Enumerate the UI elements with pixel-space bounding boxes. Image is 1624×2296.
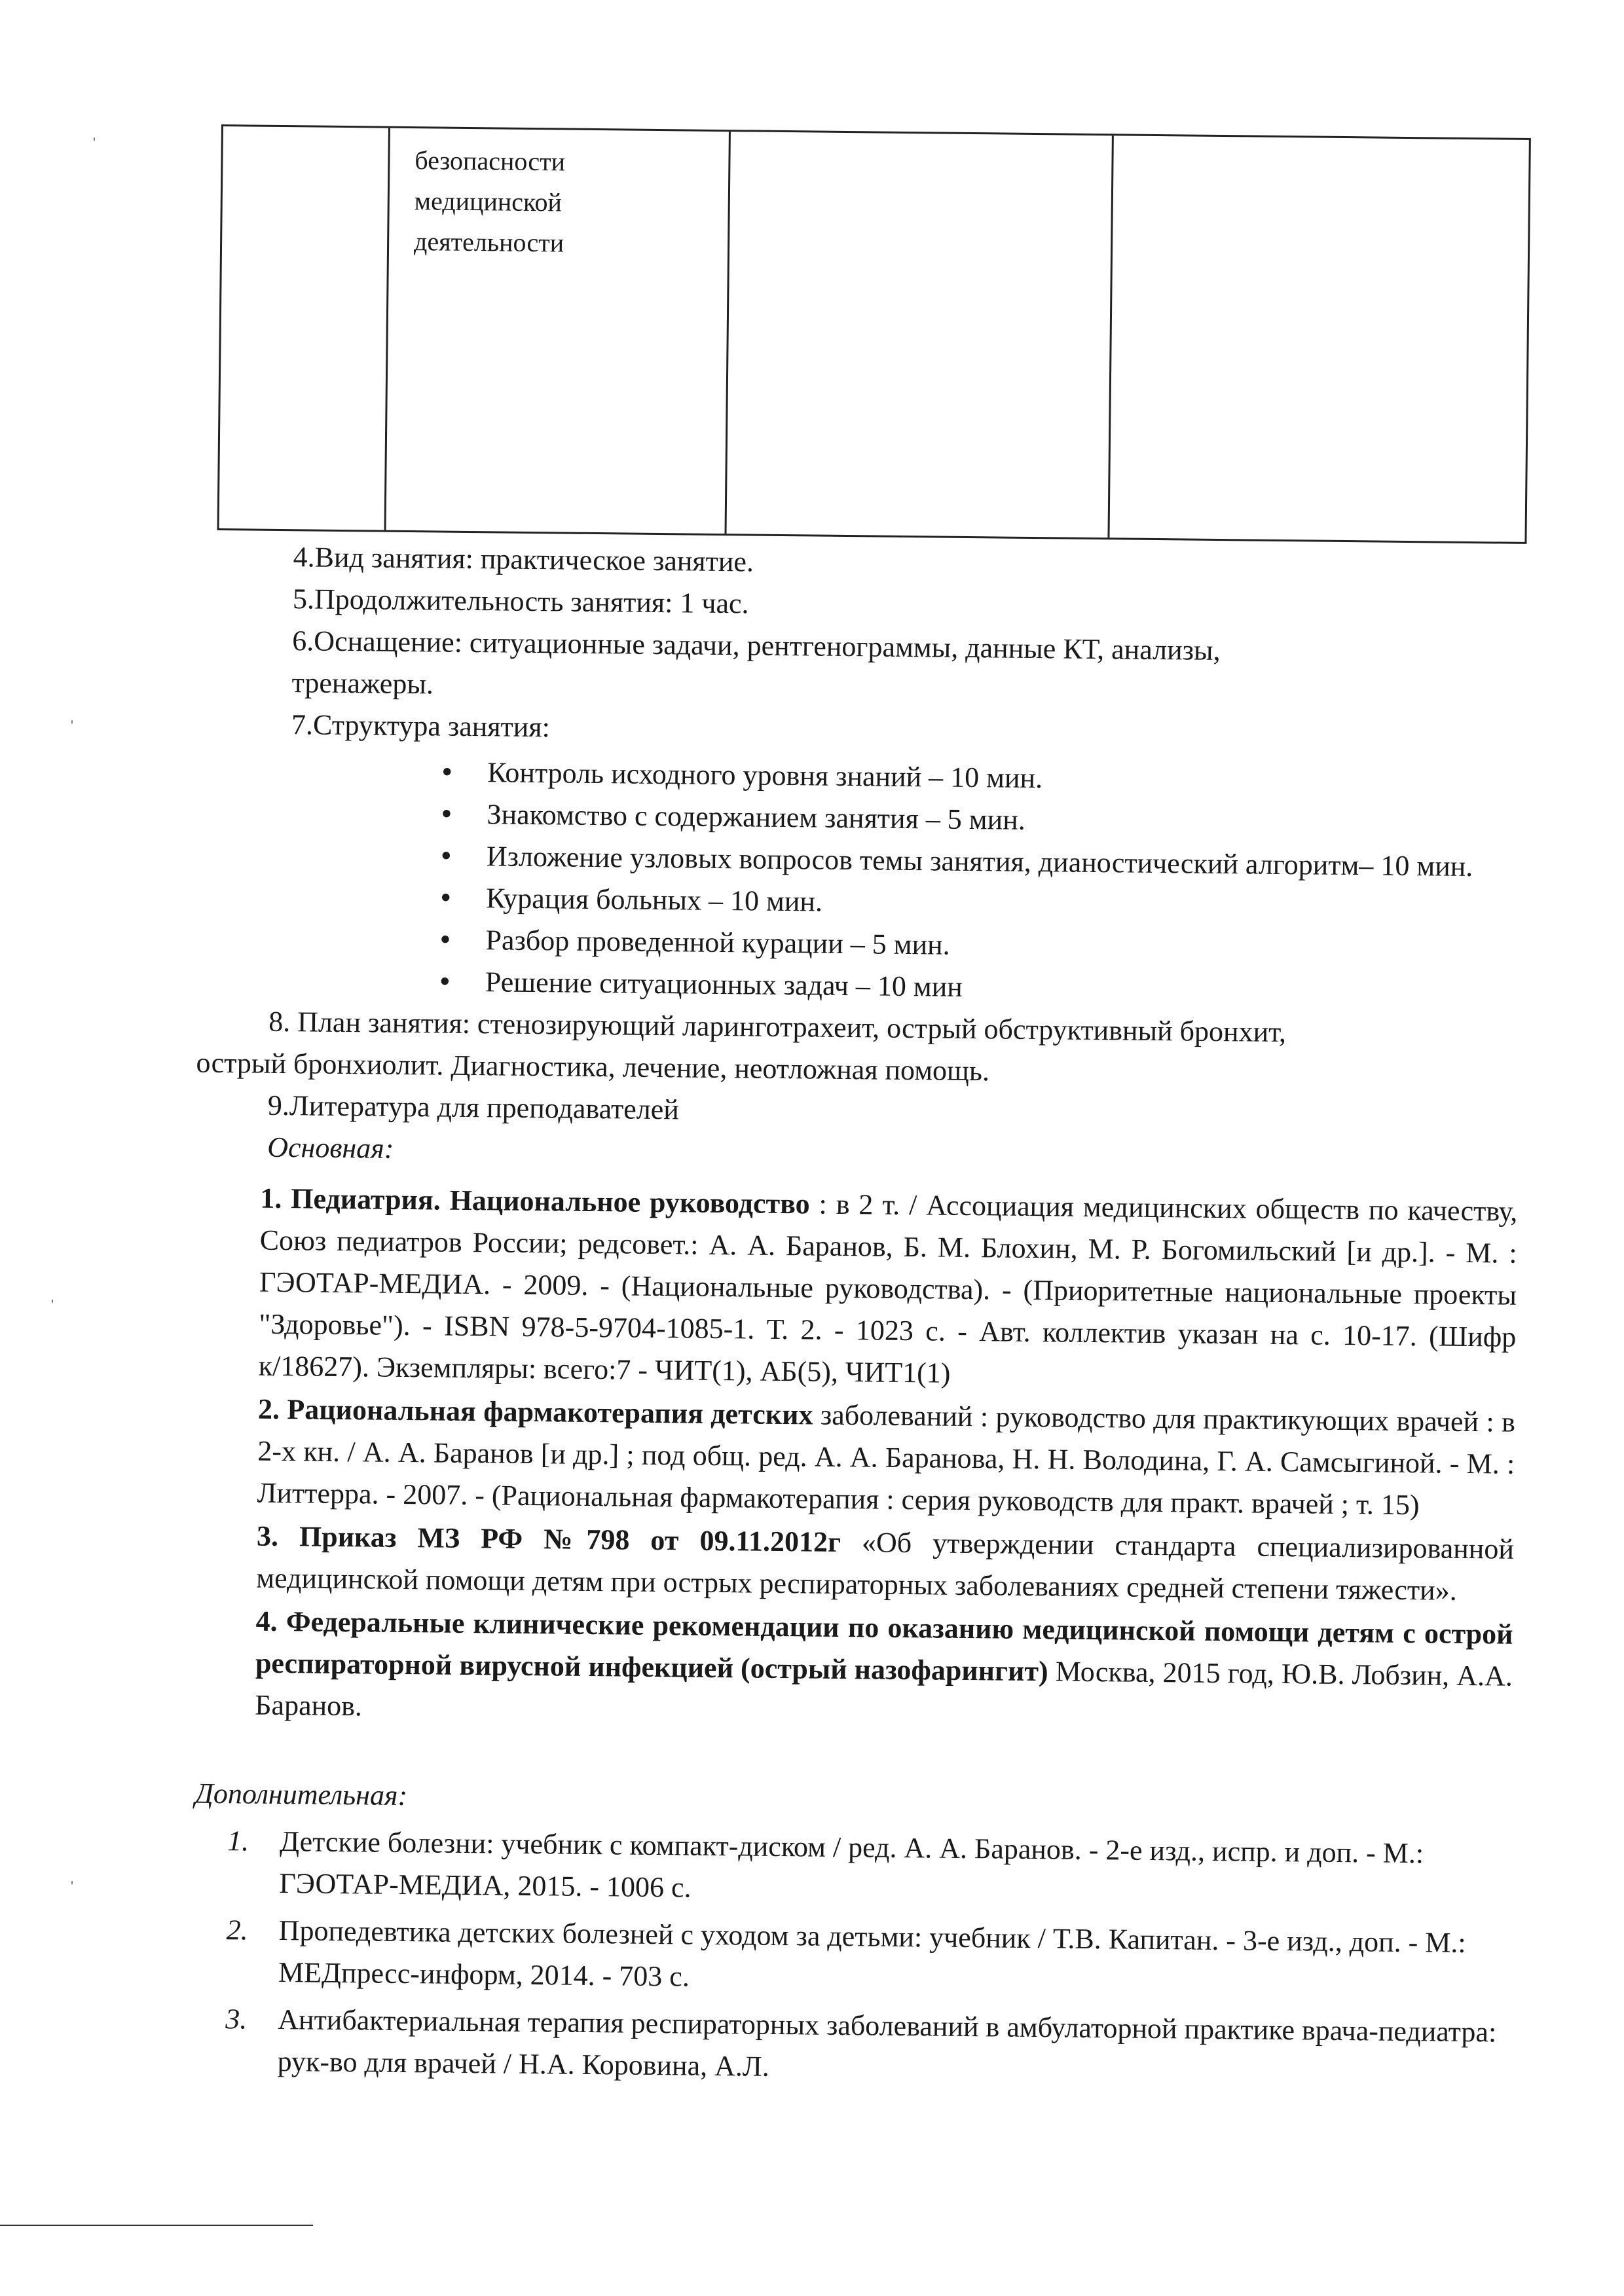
list-item bbox=[225, 1998, 1509, 2096]
list-item: • Разбор проведенной курации – 5 мин. bbox=[439, 919, 1521, 972]
footnote-separator bbox=[0, 2225, 313, 2226]
reference-details: Москва, 2015 год, Ю.В. Лобзин, А.А. Баранов. bbox=[255, 1655, 1513, 1722]
plan-line-2: острый бронхиолит. Диагностика, лечение, неотложная помощь. bbox=[196, 1046, 990, 1087]
main-literature-label: Основная: bbox=[267, 1131, 394, 1165]
document-page: ' ' ' ' безопасности медицинской деятельности 4.Вид занятия: практическое занятие. 5.Продолжительность занятия: 1 час. 6.Оснащение: ситуационные задачи, рентгенограммы, данные КТ, анализы, тренажеры. 7.Структура занятия: • Контроль исходного уровня знаний – 10 мин. • Знакомство с содержанием занятия – 5 мин. • Изложение узловых вопросов темы занятия, дианостический алгоритм– 10 мин. • Курация больных – 10 мин. • Разбор проведенной курации – 5 мин. • Решение ситуационных задач – 10 мин 8. План занятия: стенозирующий ларинготрахеит, острый обструктивный бронхит, острый бронхиолит. Диагностика, лечение, неотложная помощь. 9.Литература для преподавателей Основная: 1. Педиатрия. Национальное руководство : в 2 т. / Ассоциация медицинских обществ по качеству, Союз педиатров России; редсовет.: А. А. Баранов, Б. М. Блохин, М. Р. Богомильский [и др.]. - М. : ГЭОТАР-МЕДИА. - 2009. - (Национальные руководства). - (Приоритетные национальные проекты "Здоровье"). - ISBN 978-5-9704-1085-1. Т. 2. - 1023 с. - Авт. коллектив указан на с. 10-17. (Шифр к/18627). Экземпляры: всего:7 - ЧИТ(1), АБ(5), ЧИТ1(1) 2. Рациональная фармакотерапия детских заболеваний : руководство для практикующих врачей : в 2-х кн. / А. А. Баранов [и др.] ; под общ. ред. А. А. Баранова, Н. Н. Володина, Г. А. Самсыгиной. - М. : Литтерра. - 2007. - (Рациональная фармакотерапия : серия руководств для практ. врачей ; т. 15) 3. Приказ МЗ РФ №798 от 09.11.2012г «Об утверждении стандарта специализированной медицинской помощи детям при острых респираторных заболеваниях средней степени тяжести». 4. Федеральные клинические рекомендации по оказанию медицинской помощи детям с острой респираторной вирусной инфекцией (острый назофарингит) Москва, 2015 год, Ю.В. Лобзин, А.А. Баранов. Дополнительная: 1. Детские болезни: учебник с компакт-диском / ред. А. А. Баранов. - 2-е изд., испр. и доп. - М.: ГЭОТАР-МЕДИА, 2015. - 1006 с. 2. Пропедевтика детских болезней с уходом за детьми: учебник / Т.В. Капитан. - 3-е изд., доп. - М.: МЕДпресс-информ, 2014. - 703 с. 3. Антибактериальная терапия респираторных заболеваний в амбулаторной практике врача-педиатра: рук-во для врачей / Н.А. Коровина, А.Л. bbox=[0, 0, 1624, 2296]
table-cell-text-line: медицинской bbox=[414, 186, 563, 217]
reference-title: 1. Педиатрия. Национальное руководство bbox=[260, 1182, 810, 1220]
reference-item bbox=[255, 1601, 1513, 1740]
reference-item bbox=[256, 1516, 1514, 1613]
table-cell-text-line: безопасности bbox=[415, 145, 566, 177]
reference-item bbox=[257, 1389, 1515, 1527]
list-item: • Знакомство с содержанием занятия – 5 мин. bbox=[441, 793, 1522, 847]
list-number: 1. bbox=[227, 1825, 249, 1857]
item-equipment: 6.Оснащение: ситуационные задачи, рентгенограммы, данные КТ, анализы, bbox=[292, 625, 1221, 666]
list-item-text: Антибактериальная терапия респираторных заболеваний в амбулаторной практике врача-педиатра: рук-во для врачей / Н.А. Коровина, А.Л. bbox=[277, 2003, 1497, 2083]
table-cell-4 bbox=[1109, 136, 1528, 542]
list-item bbox=[226, 1909, 1510, 2007]
table-cell-3 bbox=[726, 132, 1113, 538]
list-item: • Контроль исходного уровня знаний – 10 мин. bbox=[441, 752, 1522, 805]
list-number: 3. bbox=[225, 2003, 248, 2035]
list-item bbox=[227, 1820, 1511, 1918]
reference-title: 3. Приказ МЗ РФ №798 от 09.11.2012г bbox=[256, 1520, 841, 1558]
item-equipment-cont: тренажеры. bbox=[291, 666, 434, 701]
reference-title: 2. Рациональная фармакотерапия детских bbox=[257, 1393, 813, 1431]
table-fragment bbox=[217, 124, 1531, 544]
reference-details: «Об утверждении стандарта специализированной медицинской помощи детям при острых респираторных заболеваниях средней степени тяжести». bbox=[256, 1525, 1515, 1607]
reference-details: заболеваний : руководство для практикующих врачей : в 2-х кн. / А. А. Баранов [и др.] ; под общ. ред. А. А. Баранова, Н. Н. Володина, Г. А. Самсыгиной. - М. : Литтерра. - 2007. - (Рациональная фармакотерапия : серия руководств для практ. врачей ; т. 15) bbox=[257, 1398, 1516, 1522]
list-item-text: Пропедевтика детских болезней с уходом за детьми: учебник / Т.В. Капитан. - 3-е изд., доп. - М.: МЕДпресс-информ, 2014. - 703 с. bbox=[278, 1914, 1466, 1993]
document-body bbox=[194, 536, 1524, 2101]
literature-heading: 9.Литература для преподавателей bbox=[267, 1089, 680, 1126]
additional-literature-list bbox=[205, 1820, 1511, 2096]
table-cell-2 bbox=[386, 128, 731, 534]
main-literature-list bbox=[209, 1177, 1518, 1740]
list-item-text: Детские болезни: учебник с компакт-диском / ред. А. А. Баранов. - 2-е изд., испр. и доп. - М.: ГЭОТАР-МЕДИА, 2015. - 1006 с. bbox=[279, 1825, 1424, 1904]
reference-title: 4. Федеральные клинические рекомендации по оказанию медицинской помощи детям с острой респираторной вирусной инфекцией (острый назофарингит) bbox=[255, 1605, 1513, 1688]
structure-list bbox=[217, 749, 1522, 1014]
item-structure-heading: 7.Структура занятия: bbox=[291, 708, 551, 744]
list-item: • Изложение узловых вопросов темы занятия, дианостический алгоритм– 10 мин. bbox=[441, 835, 1522, 888]
item-lesson-type: 4.Вид занятия: практическое занятие. bbox=[293, 541, 754, 578]
list-item: • Решение ситуационных задач – 10 мин bbox=[439, 961, 1521, 1014]
table-cell-1 bbox=[219, 126, 390, 530]
reference-item bbox=[258, 1178, 1517, 1400]
item-duration: 5.Продолжительность занятия: 1 час. bbox=[292, 583, 749, 620]
list-item: • Курация больных – 10 мин. bbox=[440, 877, 1521, 930]
list-number: 2. bbox=[226, 1914, 248, 1946]
additional-literature-label: Дополнительная: bbox=[194, 1777, 408, 1812]
plan-line-1: 8. План занятия: стенозирующий ларинготрахеит, острый обструктивный бронхит, bbox=[268, 1005, 1287, 1049]
reference-details: : в 2 т. / Ассоциация медицинских обществ по качеству, Союз педиатров России; редсовет.: А. А. Баранов, Б. М. Блохин, М. Р. Богомильский [и др.]. - М. : ГЭОТАР-МЕДИА. - 2009. - (Национальные руководства). - (Приоритетные национальные проекты "Здоровье"). - ISBN 978-5-9704-1085-1. Т. 2. - 1023 с. - Авт. коллектив указан на с. 10-17. (Шифр к/18627). Экземпляры: всего:7 - ЧИТ(1), АБ(5), ЧИТ1(1) bbox=[258, 1188, 1518, 1389]
table-cell-text-line: деятельности bbox=[413, 227, 564, 258]
